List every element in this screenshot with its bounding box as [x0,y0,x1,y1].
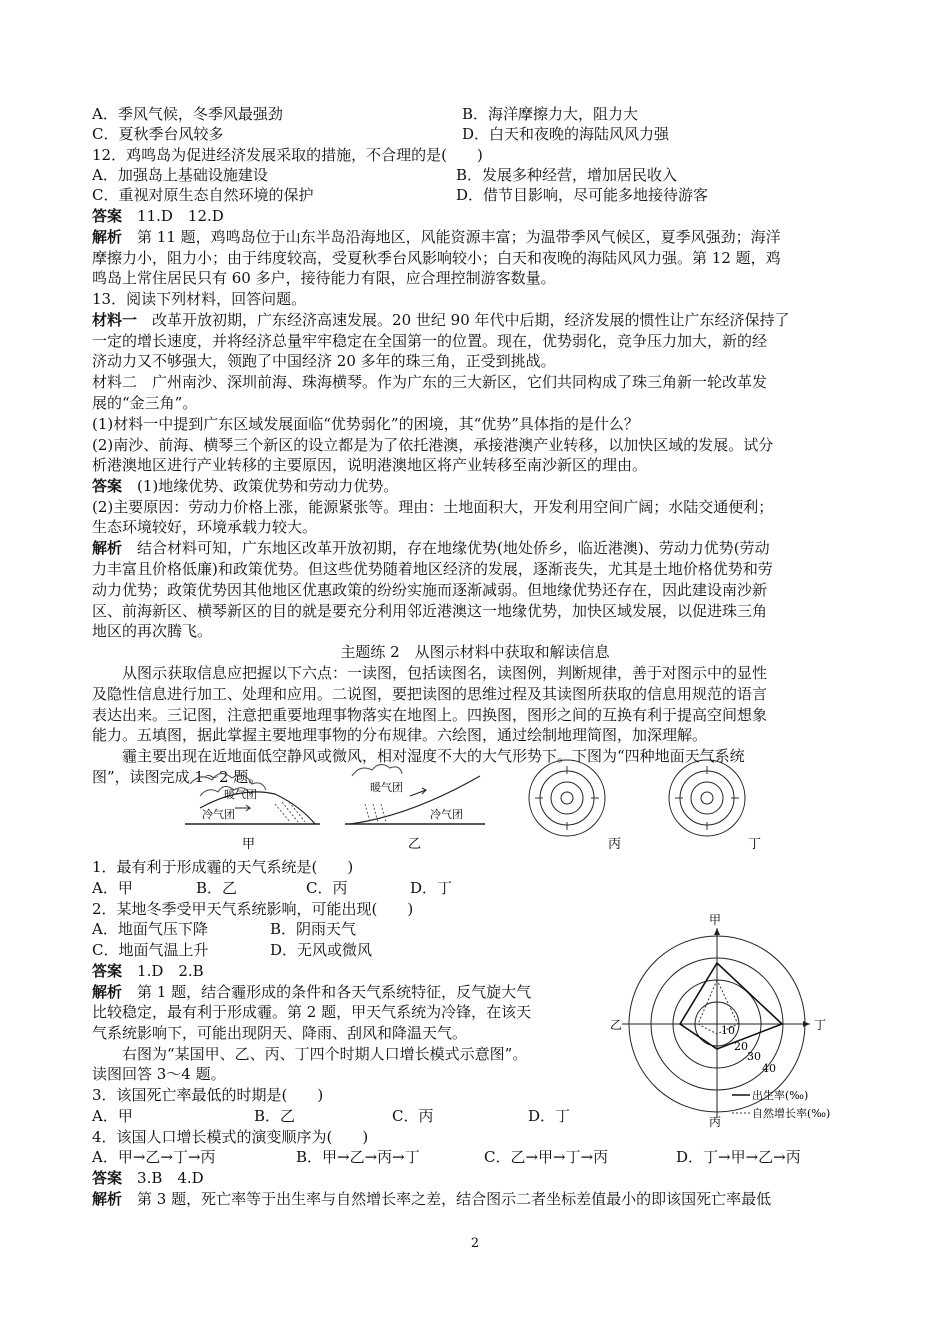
explanation-line: 摩擦力小，阻力小；由于纬度较高，受夏秋季台风影响较小；白天和夜晚的海陆风风力强。第 12 题，鸡 [92,249,781,267]
q3-option-c: C．丙 [392,1107,434,1125]
q1-option-a: A．甲 [92,879,133,897]
q13-sub2: (2)南沙、前海、横琴三个新区的设立都是为了依托港澳，承接港澳产业转移，以加快区域的发展。试分 [92,436,774,454]
q3-option-d: D．丁 [528,1107,571,1125]
q11-option-d: D．白天和夜晚的海陆风风力强 [462,125,670,143]
q4-option-d: D．丁→甲→乙→丙 [676,1148,801,1166]
page-number: 2 [470,1236,480,1251]
axis-yi-label: 乙 [610,1018,623,1032]
q2-stem: 2．某地冬季受甲天气系统影响，可能出现( ) [92,900,414,918]
q3-option-a: A．甲 [92,1107,133,1125]
q2-option-a: A．地面气压下降 [92,920,208,938]
haze-intro: 霾主要出现在近地面低空静风或微风，相对湿度不大的大气形势下。下图为“四种地面天气系统 [122,747,745,765]
q13-answer: 答案 (1)地缘优势、政策优势和劳动力优势。 [92,477,399,495]
ring-30-label: 30 [747,1050,761,1063]
cyclone-diagram [529,760,621,852]
q13-explanation-line: 动力优势；政策优势因其他地区优惠政策的纷纷实施而逐渐减弱。但地缘优势还存在，因此建设南沙新 [92,581,768,599]
q1-option-d: D．丁 [410,879,453,897]
answer-1-2: 答案 1.D 2.B [92,962,204,980]
section-paragraph: 从图示获取信息应把握以下六点：一读图，包括读图名，读图例，判断规律，善于对图示中的显性 [122,664,768,682]
q1-stem: 1．最有利于形成霾的天气系统是( ) [92,858,354,876]
population-intro-line: 读图回答 3～4 题。 [92,1065,226,1083]
q13-answer-line: 生态环境较好，环境承载力较大。 [92,518,318,536]
ring-10-label: 10 [721,1024,735,1037]
system-jia-label: 甲 [242,837,256,852]
cold-front-diagram [185,773,320,852]
q3-stem: 3．该国死亡率最低的时期是( ) [92,1086,324,1104]
answer-3-4: 答案 3.B 4.D [92,1169,204,1187]
q2-option-c: C．地面气温上升 [92,941,209,959]
material-one-line: 济动力又不够强大，领跑了中国经济 20 多年的珠三角，正受到挑战。 [92,352,556,370]
explanation-3-4: 解析 第 3 题，死亡率等于出生率与自然增长率之差，结合图示二者坐标差值最小的即该国死亡率最低 [92,1190,772,1208]
q11-option-c: C．夏秋季台风较多 [92,125,224,143]
material-one: 材料一 改革开放初期，广东经济高速发展。20 世纪 90 年代中后期，经济发展的惯性让广东经济保持了 [92,311,790,329]
cold-air-mass-label: 冷气团 [430,808,463,821]
material-two-line: 展的“金三角”。 [92,394,198,412]
section-title: 主题练 2 从图示材料中获取和解读信息 [340,643,610,661]
q12-stem: 12．鸡鸣岛为促进经济发展采取的措施，不合理的是( ) [92,146,483,164]
q1-option-c: C．丙 [306,879,348,897]
explanation-line: 气系统影响下，可能出现阴天、降雨、刮风和降温天气。 [92,1024,468,1042]
q12-option-c: C．重视对原生态自然环境的保护 [92,186,314,204]
q12-option-a: A．加强岛上基础设施建设 [92,166,268,184]
axis-ding-label: 丁 [814,1018,827,1032]
warm-air-mass-label: 暖气团 [370,781,403,794]
explanation-line: 比较稳定，最有利于形成霾。第 2 题，甲天气系统为冷锋，在该天 [92,1003,532,1021]
ring-40-label: 40 [762,1062,776,1075]
explanation-line: 鸣岛上常住居民只有 60 多户，接待能力有限，应合理控制游客数量。 [92,269,556,287]
q1-option-b: B．乙 [196,879,238,897]
q13-explanation-line: 地区的再次腾飞。 [92,622,213,640]
q13-explanation: 解析 结合材料可知，广东地区改革开放初期，存在地缘优势(地处侨乡，临近港澳)、劳动力优势(劳动 [92,539,770,557]
q12-option-d: D．借节目影响，尽可能多地接待游客 [456,186,709,204]
q4-option-b: B．甲→乙→丙→丁 [296,1148,420,1166]
q12-option-b: B．发展多种经营，增加居民收入 [456,166,678,184]
q2-option-d: D．无风或微风 [270,941,373,959]
population-intro: 右图为“某国甲、乙、丙、丁四个时期人口增长模式示意图”。 [122,1045,528,1063]
legend-birth-rate: 出生率(‰) [752,1089,809,1102]
ring-20-label: 20 [734,1040,748,1053]
q13-sub1: (1)材料一中提到广东区域发展面临“优势弱化”的困境，其“优势”具体指的是什么？ [92,415,639,433]
q4-option-c: C．乙→甲→丁→丙 [484,1148,609,1166]
q13-explanation-line: 力丰富且价格低廉)和政策优势。但这些优势随着地区经济的发展，逐渐丧失，尤其是土地价格优势和劳 [92,560,773,578]
explanation-1-2: 解析 第 1 题，结合霾形成的条件和各天气系统特征，反气旋大气 [92,983,532,1001]
q11-option-b: B．海洋摩擦力大，阻力大 [462,105,639,123]
q13-explanation-line: 区、前海新区、横琴新区的目的就是要充分利用邻近港澳这一地缘优势，加快区域发展，以促进珠三角 [92,602,768,620]
explanation-11-12: 解析 第 11 题，鸡鸣岛位于山东半岛沿海地区，风能资源丰富；为温带季风气候区，夏季风强劲；海洋 [92,228,781,246]
q13-stem: 13．阅读下列材料，回答问题。 [92,290,307,308]
legend-natural-growth: 自然增长率(‰) [752,1107,831,1120]
q4-option-a: A．甲→乙→丁→丙 [92,1148,216,1166]
warm-air-mass-label: 暖气团 [224,788,257,801]
answer-11-12: 答案 11.D 12.D [92,207,224,225]
section-paragraph-line: 及隐性信息进行加工、处理和应用。二说图，要把读图的思维过程及其读图所获取的信息用规范的语言 [92,685,768,703]
axis-jia-label: 甲 [709,913,722,927]
section-paragraph-line: 能力。五填图，据此掌握主要地理事物的分布规律。六绘图，通过绘制地理简图，加深理解。 [92,726,708,744]
cold-air-mass-label: 冷气团 [202,808,235,821]
population-growth-chart [610,910,850,1132]
weather-systems-figure [180,756,800,856]
section-paragraph-line: 表达出来。三记图，注意把重要地理事物落实在地图上。四换图，图形之间的互换有利于提高空间想象 [92,706,768,724]
system-yi-label: 乙 [408,837,422,852]
system-bing-label: 丙 [608,837,622,852]
q2-option-b: B．阴雨天气 [270,920,357,938]
anticyclone-diagram [669,760,761,852]
q13-sub2-line: 析港澳地区进行产业转移的主要原因，说明港澳地区将产业转移至南沙新区的理由。 [92,456,648,474]
warm-front-diagram [345,764,485,852]
q4-stem: 4．该国人口增长模式的演变顺序为( ) [92,1128,369,1146]
system-ding-label: 丁 [748,837,762,852]
q11-option-a: A．季风气候，冬季风最强劲 [92,105,283,123]
haze-intro-line: 图”，读图完成 1～2 题。 [92,768,264,786]
material-two: 材料二 广州南沙、深圳前海、珠海横琴。作为广东的三大新区，它们共同构成了珠三角新一轮改革发 [92,373,768,391]
axis-bing-label: 丙 [709,1115,722,1129]
q13-answer-line: (2)主要原因：劳动力价格上涨，能源紧张等。理由：土地面积大，开发利用空间广阔；水陆交通便利； [92,498,774,516]
material-one-line: 一定的增长速度，并将经济总量牢牢稳定在全国第一的位置。现在，优势弱化，竞争压力加大，新的经 [92,332,768,350]
q3-option-b: B．乙 [254,1107,296,1125]
